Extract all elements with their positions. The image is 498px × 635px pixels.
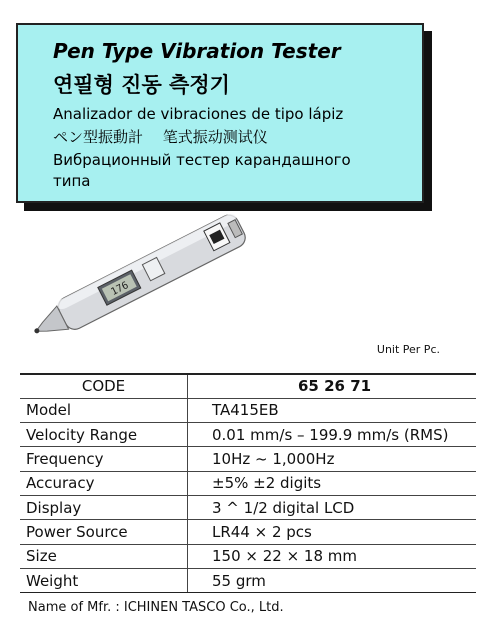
table-row [20,447,476,471]
manufacturer-note: Name of Mfr. : ICHINEN TASCO Co., Ltd. [28,600,284,615]
row-value: 150 × 22 × 18 mm [188,544,477,568]
table-row [20,398,476,422]
row-value: 3 ^ 1/2 digital LCD [188,495,477,519]
row-label: Weight [20,568,188,592]
row-value: 55 grm [188,568,477,592]
lcd-reading: 176 [109,280,131,299]
row-label: Model [20,398,188,422]
row-label: Display [20,495,188,519]
row-value: LR44 × 2 pcs [188,520,477,544]
title-japanese-chinese: ペン型振動計 笔式振动测试仪 [53,128,268,146]
title-box [16,23,424,203]
table-row [20,471,476,495]
row-value: TA415EB [188,398,477,422]
title-english: Pen Type Vibration Tester [53,39,341,63]
unit-note: Unit Per Pc. [376,343,440,356]
spec-table [20,373,476,593]
table-row [20,495,476,519]
table-row [20,423,476,447]
row-value: 10Hz ~ 1,000Hz [188,447,477,471]
row-label: Size [20,544,188,568]
row-value: ±5% ±2 digits [188,471,477,495]
title-russian-line2: типа [53,172,91,190]
code-value: 65 26 71 [188,374,477,398]
row-value: 0.01 mm/s – 199.9 mm/s (RMS) [188,423,477,447]
title-russian-line1: Вибрационный тестер карандашного [53,151,351,169]
title-korean: 연필형 진동 측정기 [53,73,230,97]
table-row [20,520,476,544]
row-label: Power Source [20,520,188,544]
row-label: Velocity Range [20,423,188,447]
row-label: Frequency [20,447,188,471]
code-label: CODE [20,374,188,398]
table-row [20,568,476,592]
product-image [22,200,262,350]
table-header-row [20,374,476,398]
row-label: Accuracy [20,471,188,495]
table-row [20,544,476,568]
title-spanish: Analizador de vibraciones de tipo lápiz [53,105,344,123]
